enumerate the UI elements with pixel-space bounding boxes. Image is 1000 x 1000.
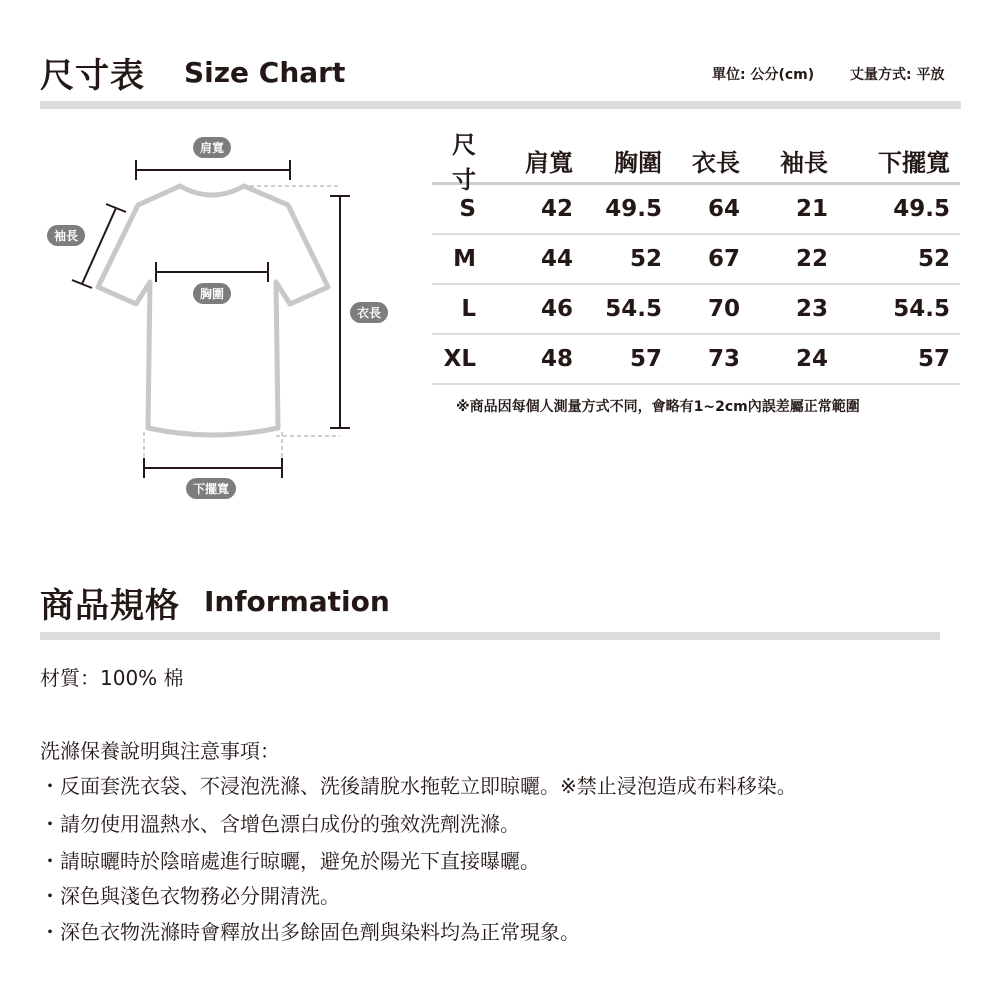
care-item: ・請晾曬時於陰暗處進行晾曬，避免於陽光下直接曝曬。 — [40, 849, 540, 873]
table-row — [432, 335, 960, 385]
size-table — [432, 131, 960, 385]
header-hem: 下擺寬 — [878, 148, 950, 177]
length-cell: 64 — [707, 196, 740, 222]
chest-cell: 49.5 — [605, 196, 662, 222]
shoulder-label: 肩寬 — [193, 137, 231, 158]
chest-cell: 57 — [629, 346, 662, 372]
hem-cell: 49.5 — [893, 196, 950, 222]
sleeve-cell: 22 — [795, 246, 828, 272]
size-cell: XL — [443, 346, 476, 372]
chest-cell: 54.5 — [605, 296, 662, 322]
shoulder-cell: 42 — [540, 196, 573, 222]
unit-label: 單位: 公分(cm) — [712, 67, 815, 83]
shoulder-cell: 48 — [540, 346, 573, 372]
care-item: ・反面套洗衣袋、不浸泡洗滌、洗後請脫水拖乾立即晾曬。※禁止浸泡造成布料移染。 — [40, 774, 797, 798]
size-cell: S — [459, 196, 476, 222]
care-item: ・深色衣物洗滌時會釋放出多餘固色劑與染料均為正常現象。 — [40, 920, 580, 944]
table-row — [432, 235, 960, 285]
size-cell: M — [453, 246, 476, 272]
shoulder-cell: 46 — [540, 296, 573, 322]
info-title: 商品規格 — [40, 586, 180, 626]
size-cell: L — [461, 296, 476, 322]
length-cell: 67 — [707, 246, 740, 272]
size-chart-subtitle: Size Chart — [184, 56, 346, 89]
hem-label: 下擺寬 — [186, 478, 236, 499]
info-divider — [40, 632, 940, 640]
sleeve-cell: 21 — [795, 196, 828, 222]
length-cell: 73 — [707, 346, 740, 372]
measurement-note: ※商品因每個人測量方式不同，會略有1~2cm內誤差屬正常範圍 — [456, 399, 860, 415]
header-size: 尺寸 — [452, 131, 476, 194]
header-length: 衣長 — [692, 148, 740, 177]
tshirt-outline — [98, 186, 328, 435]
hem-cell: 54.5 — [893, 296, 950, 322]
shoulder-cell: 44 — [540, 246, 573, 272]
sleeve-cell: 23 — [795, 296, 828, 322]
sleeve-label: 袖長 — [47, 225, 85, 246]
header-sleeve: 袖長 — [780, 148, 828, 177]
hem-cell: 57 — [917, 346, 950, 372]
measure-method-label: 丈量方式: 平放 — [850, 67, 945, 83]
table-row — [432, 285, 960, 335]
size-chart-title: 尺寸表 — [40, 56, 145, 96]
care-item: ・深色與淺色衣物務必分開清洗。 — [40, 884, 340, 908]
table-row — [432, 185, 960, 235]
chest-label: 胸圍 — [193, 283, 231, 304]
length-label: 衣長 — [350, 302, 388, 323]
sleeve-cell: 24 — [795, 346, 828, 372]
chest-cell: 52 — [629, 246, 662, 272]
care-title: 洗滌保養說明與注意事項： — [40, 739, 280, 763]
header-shoulder: 肩寬 — [525, 148, 573, 177]
length-cell: 70 — [707, 296, 740, 322]
material-text: 材質：100% 棉 — [40, 666, 184, 690]
hem-cell: 52 — [917, 246, 950, 272]
header-chest: 胸圍 — [614, 148, 662, 177]
care-item: ・請勿使用溫熱水、含增色漂白成份的強效洗劑洗滌。 — [40, 812, 520, 836]
table-header-row — [432, 131, 960, 194]
tshirt-diagram — [0, 0, 430, 520]
info-subtitle: Information — [204, 585, 390, 618]
